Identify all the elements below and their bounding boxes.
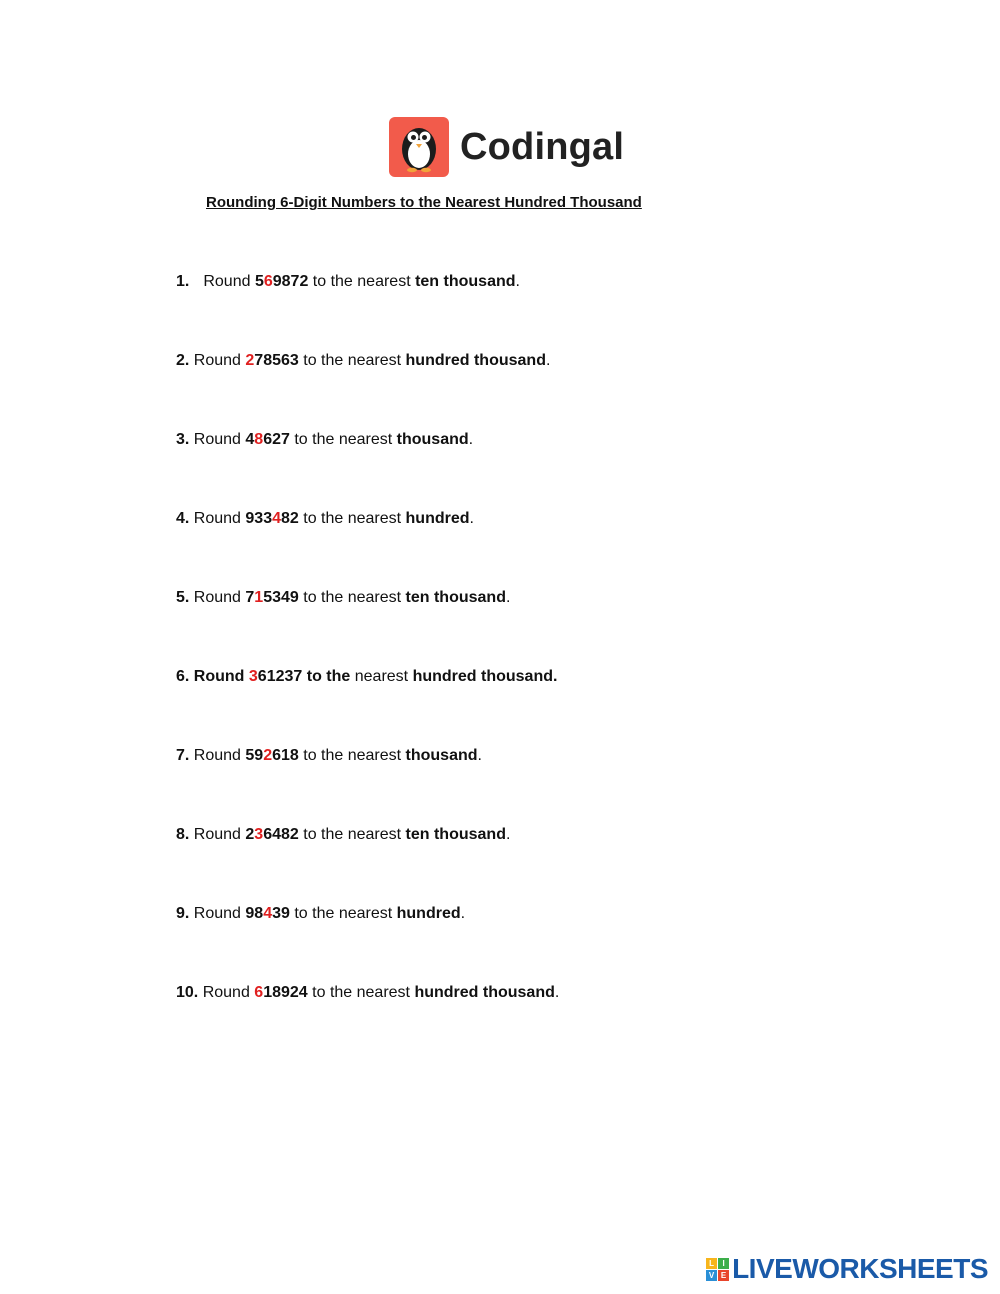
penguin-icon <box>389 117 449 177</box>
question-digits: 78563 <box>254 352 299 369</box>
question-digits: 4 <box>245 431 255 448</box>
question-number: 1. <box>176 273 190 290</box>
badge-letter: V <box>706 1270 717 1281</box>
question-number: 10. <box>176 984 199 1001</box>
place-value: hundred thousand <box>414 984 555 1001</box>
question-text: Round <box>189 589 246 606</box>
question-punctuation: . <box>554 984 560 1001</box>
badge-letter: I <box>718 1258 729 1269</box>
question-text: to the nearest <box>289 905 397 922</box>
question-digits: 59 <box>245 747 264 764</box>
question-number: 3. <box>176 431 190 448</box>
place-value: ten thousand <box>415 273 516 290</box>
question-item <box>176 428 559 507</box>
question-number: 7. <box>176 747 190 764</box>
highlighted-digit: 2 <box>263 747 273 764</box>
question-text: Round <box>189 747 246 764</box>
highlighted-digit: 6 <box>263 273 273 290</box>
place-value: hundred thousand <box>405 352 546 369</box>
question-text: to the nearest <box>298 747 406 764</box>
highlighted-digit: 6 <box>254 984 264 1001</box>
question-digits: 18924 <box>263 984 308 1001</box>
liveworksheets-brand: LIVEWORKSHEETS <box>732 1253 988 1284</box>
place-value: ten thousand <box>405 826 506 843</box>
highlighted-digit: 1 <box>254 589 264 606</box>
codingal-logo <box>389 117 624 177</box>
question-text: Round <box>189 668 249 685</box>
question-text: to the <box>302 668 351 685</box>
question-digits: 9872 <box>272 273 309 290</box>
question-text: to the nearest <box>298 589 406 606</box>
place-value: hundred thousand. <box>412 668 558 685</box>
badge-letter: E <box>718 1270 729 1281</box>
question-list <box>176 270 559 1060</box>
question-text: Round <box>189 510 246 527</box>
question-digits: 5349 <box>263 589 299 606</box>
question-text: to the nearest <box>308 273 416 290</box>
badge-letter: L <box>706 1258 717 1269</box>
question-text: Round <box>198 984 255 1001</box>
question-text: nearest <box>350 668 413 685</box>
question-digits: 61237 <box>257 668 303 685</box>
place-value: thousand <box>396 431 469 448</box>
question-punctuation: . <box>505 826 511 843</box>
question-digits: 39 <box>272 905 290 922</box>
place-value: thousand <box>405 747 478 764</box>
question-punctuation: . <box>515 273 520 290</box>
question-punctuation: . <box>505 589 511 606</box>
question-digits: 5 <box>254 273 264 290</box>
question-punctuation: . <box>469 510 474 527</box>
question-digits: 933 <box>245 510 273 527</box>
highlighted-digit: 3 <box>254 826 264 843</box>
question-number: 6. <box>176 668 190 685</box>
place-value: hundred <box>396 905 461 922</box>
question-text: to the nearest <box>298 826 406 843</box>
place-value: ten thousand <box>405 589 506 606</box>
question-item <box>176 981 559 1060</box>
question-number: 2. <box>176 352 190 369</box>
highlighted-digit: 3 <box>248 668 258 685</box>
question-item <box>176 349 559 428</box>
brand-name: Codingal <box>460 126 625 168</box>
question-number: 5. <box>176 589 190 606</box>
liveworksheets-footer <box>706 1254 988 1284</box>
question-digits: 82 <box>281 510 299 527</box>
question-number: 9. <box>176 905 190 922</box>
highlighted-digit: 8 <box>254 431 264 448</box>
question-text: Round <box>189 431 246 448</box>
question-text: to the nearest <box>307 984 415 1001</box>
question-text: Round <box>189 826 246 843</box>
penguin-icon-graphic <box>397 121 441 173</box>
question-text: to the nearest <box>298 352 406 369</box>
question-digits: 98 <box>245 905 264 922</box>
liveworksheets-badge-icon <box>706 1258 729 1281</box>
question-digits: 6482 <box>263 826 299 843</box>
question-item <box>176 902 559 981</box>
question-digits: 7 <box>245 589 255 606</box>
highlighted-digit: 4 <box>272 510 281 527</box>
question-text: Round <box>189 352 246 369</box>
question-item <box>176 507 559 586</box>
question-text: to the nearest <box>298 510 406 527</box>
question-number: 4. <box>176 510 190 527</box>
highlighted-digit: 2 <box>245 352 255 369</box>
question-punctuation: . <box>460 905 466 922</box>
question-digits: 627 <box>263 431 290 448</box>
question-text: Round <box>189 905 246 922</box>
question-punctuation: . <box>468 431 474 448</box>
highlighted-digit: 4 <box>263 905 273 922</box>
question-number: 8. <box>176 826 190 843</box>
question-digits: 618 <box>272 747 299 764</box>
worksheet-title: Rounding 6-Digit Numbers to the Nearest Hundred Thousand <box>206 194 642 211</box>
question-punctuation: . <box>477 747 482 764</box>
question-digits: 2 <box>245 826 255 843</box>
question-item <box>176 665 559 744</box>
question-item <box>176 823 559 902</box>
place-value: hundred <box>405 510 470 527</box>
question-text: to the nearest <box>289 431 397 448</box>
question-text: Round <box>203 273 255 290</box>
question-item <box>176 586 559 665</box>
question-punctuation: . <box>545 352 551 369</box>
question-item <box>176 744 559 823</box>
question-item <box>176 270 559 349</box>
